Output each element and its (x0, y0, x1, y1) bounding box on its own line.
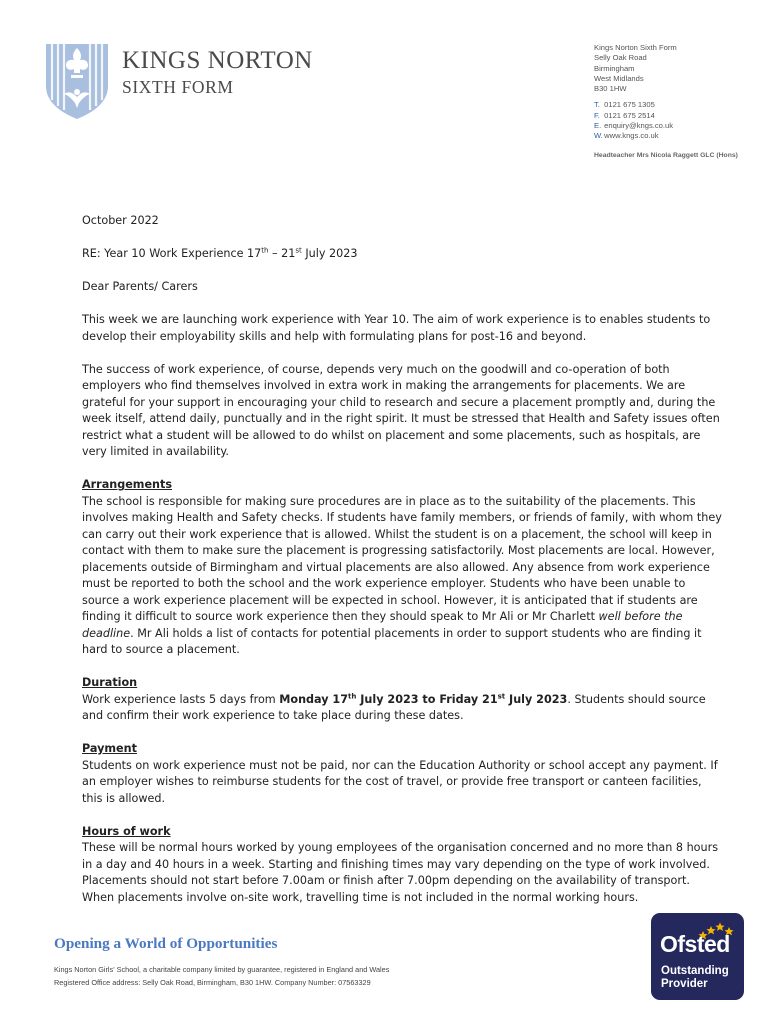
website-line (594, 131, 738, 141)
ofsted-rating-line2: Provider (661, 978, 708, 990)
footer-legal (54, 964, 389, 989)
letter-salutation: Dear Parents/ Carers (82, 280, 198, 293)
email-address[interactable]: enquiry@kngs.co.uk (604, 121, 674, 131)
address-line: B30 1HW (594, 84, 627, 94)
duration-heading: Duration (82, 676, 138, 689)
fax-number: 0121 675 2514 (604, 110, 655, 120)
contact-details (594, 100, 738, 141)
success-paragraph: The success of work experience, of course, depends very much on the goodwill and co-operation of both employers who find themselves involved in extra work in making the arrangements for placements. We are grateful for your support in encouraging your child to research and secure a placement promptly and, during the week itself, attend daily, punctually and in the right spirit. It must be stressed that Health and Safety issues often restrict what a student will be allowed to do whilst on placement and some placements, such as hospitals, are very limited in availability. (82, 362, 720, 458)
letter-subject: RE: Year 10 Work Experience 17th – 21st July 2023 (82, 246, 358, 260)
hours-heading: Hours of work (82, 824, 171, 838)
duration-paragraph: Work experience lasts 5 days from Monday 17th July 2023 to Friday 21st July 2023. Students should source and confirm their work experience to take place during these dates. (82, 691, 706, 722)
school-name-line2: SIXTH FORM (122, 77, 234, 97)
ofsted-rating-line1: Outstanding (661, 965, 729, 977)
crest-logo-icon (44, 42, 110, 120)
arrangements-paragraph: The school is responsible for making sure procedures are in place as to the suitability of the placements. This involves making Health and Safety checks. If students have family members, or friends of family, with whom they can carry out their work experience that is allowed. Whilst the student is on a placement, the school will keep in contact with them to make sure the placement is progressing satisfactorily. Most placements are local. However, placements outside of Birmingham and virtual placements are also allowed. Any absence from work experience must be reported to both the school and the work experience employer. Students who have been unable to source a work experience placement will be expected in school. However, it is anticipated that if students are finding it difficult to source work experience then they should speak to Mr Ali or Mr Charlett well before the deadline. Mr Ali holds a list of contacts for potential placements in order to support students who are finding it hard to source a placement. (82, 494, 722, 656)
letter-date: October 2022 (82, 214, 159, 227)
address-line: West Midlands (594, 73, 644, 83)
ofsted-badge (651, 913, 744, 1000)
address-line: Birmingham (594, 63, 635, 73)
address-block (594, 43, 738, 94)
payment-paragraph: Students on work experience must not be paid, nor can the Education Authority or school accept any payment. If an employer wishes to reimburse students for the cost of travel, or provide free transport or canteen facilities, this is allowed. (82, 758, 718, 805)
email-line (594, 121, 738, 131)
website-label: W. (594, 131, 603, 141)
payment-heading: Payment (82, 742, 137, 755)
footer-tagline: Opening a World of Opportunities (54, 935, 278, 952)
contact-block (594, 43, 738, 161)
hours-paragraph: These will be normal hours worked by young employees of the organisation concerned and no more than 8 hours in a day and 40 hours in a week. Starting and finishing times may vary depending on the type of work involved. Placements should not start before 7.00am or finish after 7.00pm depending on the availability of transport. When placements involve on-site work, travelling time is not included in the normal working hours. (82, 841, 719, 904)
footer-line2: Registered Office address: Selly Oak Road, Birmingham, B30 1HW. Company Number: 07563329 (54, 977, 371, 987)
phone-label: T. (594, 100, 600, 110)
address-line: Selly Oak Road (594, 53, 647, 63)
headteacher-line: Headteacher Mrs Nicola Raggett GLC (Hons) (594, 151, 738, 159)
fax-line (594, 111, 738, 121)
address-line: Kings Norton Sixth Form (594, 43, 677, 52)
fax-label: F. (594, 110, 600, 120)
phone-line (594, 100, 738, 110)
phone-number: 0121 675 1305 (604, 100, 655, 110)
email-label: E. (594, 121, 602, 131)
school-name-line1: KINGS NORTON (122, 47, 313, 74)
letter-body (82, 213, 722, 906)
website-url[interactable]: www.kngs.co.uk (604, 131, 659, 141)
ofsted-wordmark: Ofsted (660, 931, 730, 957)
footer-line1: Kings Norton Girls' School, a charitable company limited by guarantee, registered in England and Wales (54, 965, 390, 974)
arrangements-heading: Arrangements (82, 478, 173, 491)
intro-paragraph: This week we are launching work experience with Year 10. The aim of work experience is to enables students to develop their employability skills and help with formulating plans for post-16 and beyond. (82, 313, 711, 343)
school-name (122, 48, 313, 97)
